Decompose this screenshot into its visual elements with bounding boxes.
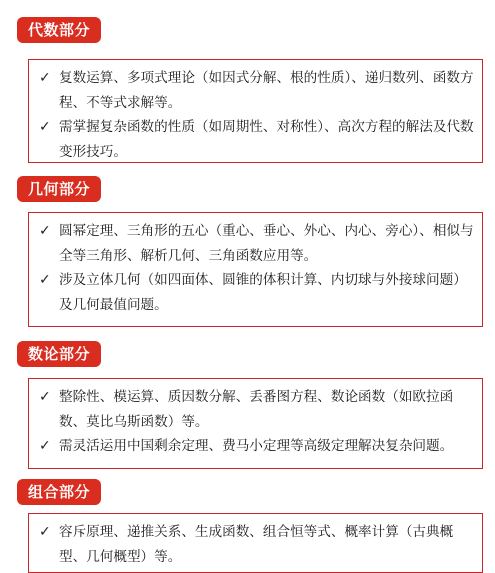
section-box-combinatorics (28, 513, 483, 573)
list-item (39, 115, 476, 164)
section-box-number-theory (28, 378, 483, 469)
list-item (39, 268, 476, 317)
item-text: 容斥原理、递推关系、生成函数、组合恒等式、概率计算（古典概型、几何概型）等。 (59, 524, 454, 565)
item-text: 需掌握复杂函数的性质（如周期性、对称性）、高次方程的解法及代数变形技巧。 (59, 119, 474, 160)
section-box-algebra (28, 59, 483, 163)
item-text: 需灵活运用中国剩余定理、费马小定理等高级定理解决复杂问题。 (59, 438, 454, 454)
list-item (39, 385, 476, 434)
check-icon: ✓ (39, 223, 51, 239)
list-item (39, 66, 476, 115)
list-item (39, 219, 476, 268)
item-text: 圆幂定理、三角形的五心（重心、垂心、外心、内心、旁心）、相似与全等三角形、解析几何、三角函数应用等。 (59, 223, 474, 264)
section-title-geometry: 几何部分 (17, 176, 101, 202)
check-icon: ✓ (39, 272, 51, 288)
section-title-combinatorics: 组合部分 (17, 479, 101, 505)
item-text: 复数运算、多项式理论（如因式分解、根的性质）、递归数列、函数方程、不等式求解等。 (59, 70, 474, 111)
section-title-algebra: 代数部分 (17, 17, 101, 43)
item-text: 涉及立体几何（如四面体、圆锥的体积计算、内切球与外接球问题）及几何最值问题。 (59, 272, 467, 313)
check-icon: ✓ (39, 70, 51, 86)
item-text: 整除性、模运算、质因数分解、丢番图方程、数论函数（如欧拉函数、莫比乌斯函数）等。 (59, 389, 454, 430)
check-icon: ✓ (39, 438, 51, 454)
section-box-geometry (28, 212, 483, 327)
section-title-number-theory: 数论部分 (17, 341, 101, 367)
check-icon: ✓ (39, 524, 51, 540)
list-item (39, 520, 476, 569)
check-icon: ✓ (39, 389, 51, 405)
check-icon: ✓ (39, 119, 51, 135)
list-item (39, 434, 476, 459)
